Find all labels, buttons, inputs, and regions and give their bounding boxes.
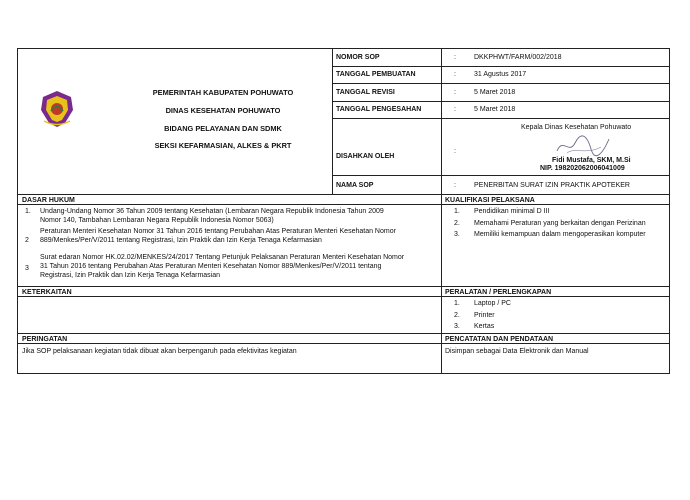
approver-nip: NIP. 198202062006041009 [540,165,625,172]
qualification-item-number: 3. [454,231,460,238]
legal-basis-item: Undang-Undang Nomor 36 Tahun 2009 tentang Kesehatan (Lembaran Negara Republik Indonesia Tahun 2009 [40,208,384,215]
equipment-item: Printer [474,312,495,319]
divider [332,83,670,84]
field-label-tanggal-pembuatan: TANGGAL PEMBUATAN [336,71,416,78]
field-separator: : [454,89,456,96]
divider [18,333,670,334]
divider [332,101,670,102]
divider [332,49,333,194]
recording-heading: PENCATATAN DAN PENDATAAN [445,336,554,343]
approver-title: Kepala Dinas Kesehatan Pohuwato [521,124,632,131]
field-separator: : [454,148,456,155]
legal-basis-item: Peraturan Menteri Kesehatan Nomor 31 Tahun 2016 tentang Perubahan Atas Peraturan Menteri Kesehatan Nomor [40,228,396,235]
signature-icon [553,133,613,157]
qualification-item: Pendidikan minimal D III [474,208,550,215]
government-emblem-icon [40,90,74,128]
field-separator: : [454,71,456,78]
qualification-item-number: 2. [454,220,460,227]
divider [18,204,670,205]
approval-label: DISAHKAN OLEH [336,153,395,160]
divider [18,194,670,195]
qualification-item: Memiliki kemampuan dalam mengoperasikan komputer [474,231,646,238]
qualification-item-number: 1. [454,208,460,215]
field-label-nomor-sop: NOMOR SOP [336,54,380,61]
sop-name-label: NAMA SOP [336,182,374,189]
section-name: SEKSI KEFARMASIAN, ALKES & PKRT [154,141,292,150]
legal-basis-item-number: 3 [25,265,29,272]
sop-document [17,48,670,374]
legal-basis-heading: DASAR HUKUM [22,197,75,204]
equipment-item-number: 3. [454,323,460,330]
divider [332,175,670,176]
recording-text: Disimpan sebagai Data Elektronik dan Manual [445,348,589,355]
divider [18,296,670,297]
legal-basis-item: 31 Tahun 2016 tentang Perubahan Atas Peraturan Menteri Kesehatan Nomor 889/Menkes/Per/V/2011 tentang [40,263,382,270]
field-value-tanggal-pengesahan: 5 Maret 2018 [474,106,516,113]
field-separator: : [454,54,456,61]
legal-basis-item: 889/Menkes/Per/V/2011 tentang Registrasi, Izin Praktik dan Izin Kerja Tenaga Kefarmasian [40,237,322,244]
field-label-tanggal-revisi: TANGGAL REVISI [336,89,395,96]
division-name: BIDANG PELAYANAN DAN SDMK [164,124,282,133]
equipment-item-number: 2. [454,312,460,319]
divider [332,118,670,119]
warning-heading: PERINGATAN [22,336,68,343]
legal-basis-item-number: 1. [25,208,31,215]
warning-text: Jika SOP pelaksanaan kegiatan tidak dibuat akan berpengaruh pada efektivitas kegiatan [22,348,297,355]
field-value-tanggal-pembuatan: 31 Agustus 2017 [474,71,527,78]
sop-name-value: PENERBITAN SURAT IZIN PRAKTIK APOTEKER [474,182,630,189]
field-value-nomor-sop: DKKPHWT/FARM/002/2018 [474,54,562,61]
equipment-item: Kertas [474,323,495,330]
field-value-tanggal-revisi: 5 Maret 2018 [474,89,516,96]
qualification-item: Memahami Peraturan yang berkaitan dengan Perizinan [474,220,646,227]
legal-basis-item: Registrasi, Izin Praktik dan Izin Kerja Tenaga Kefarmasian [40,272,221,279]
qualification-heading: KUALIFIKASI PELAKSANA [445,197,535,204]
field-label-tanggal-pengesahan: TANGGAL PENGESAHAN [336,106,422,113]
field-separator: : [454,182,456,189]
legal-basis-item: Surat edaran Nomor HK.02.02/MENKES/24/2017 Tentang Petunjuk Pelaksanan Peraturan Menteri Kesehatan Nomor [40,254,405,261]
equipment-item-number: 1. [454,300,460,307]
divider [441,49,442,374]
organization-name: PEMERINTAH KABUPATEN POHUWATO [152,88,294,97]
equipment-item: Laptop / PC [474,300,511,307]
equipment-heading: PERALATAN / PERLENGKAPAN [445,289,552,296]
field-separator: : [454,106,456,113]
department-name: DINAS KESEHATAN POHUWATO [165,106,281,115]
relation-heading: KETERKAITAN [22,289,72,296]
legal-basis-item-number: 2 [25,237,29,244]
legal-basis-item: Nomor 140, Tambahan Lembaran Negara Republik Indonesia Nomor 5063) [40,217,274,224]
approver-name: Fidi Mustafa, SKM, M.Si [552,157,631,164]
divider [18,343,670,344]
divider [332,66,670,67]
divider [18,286,670,287]
